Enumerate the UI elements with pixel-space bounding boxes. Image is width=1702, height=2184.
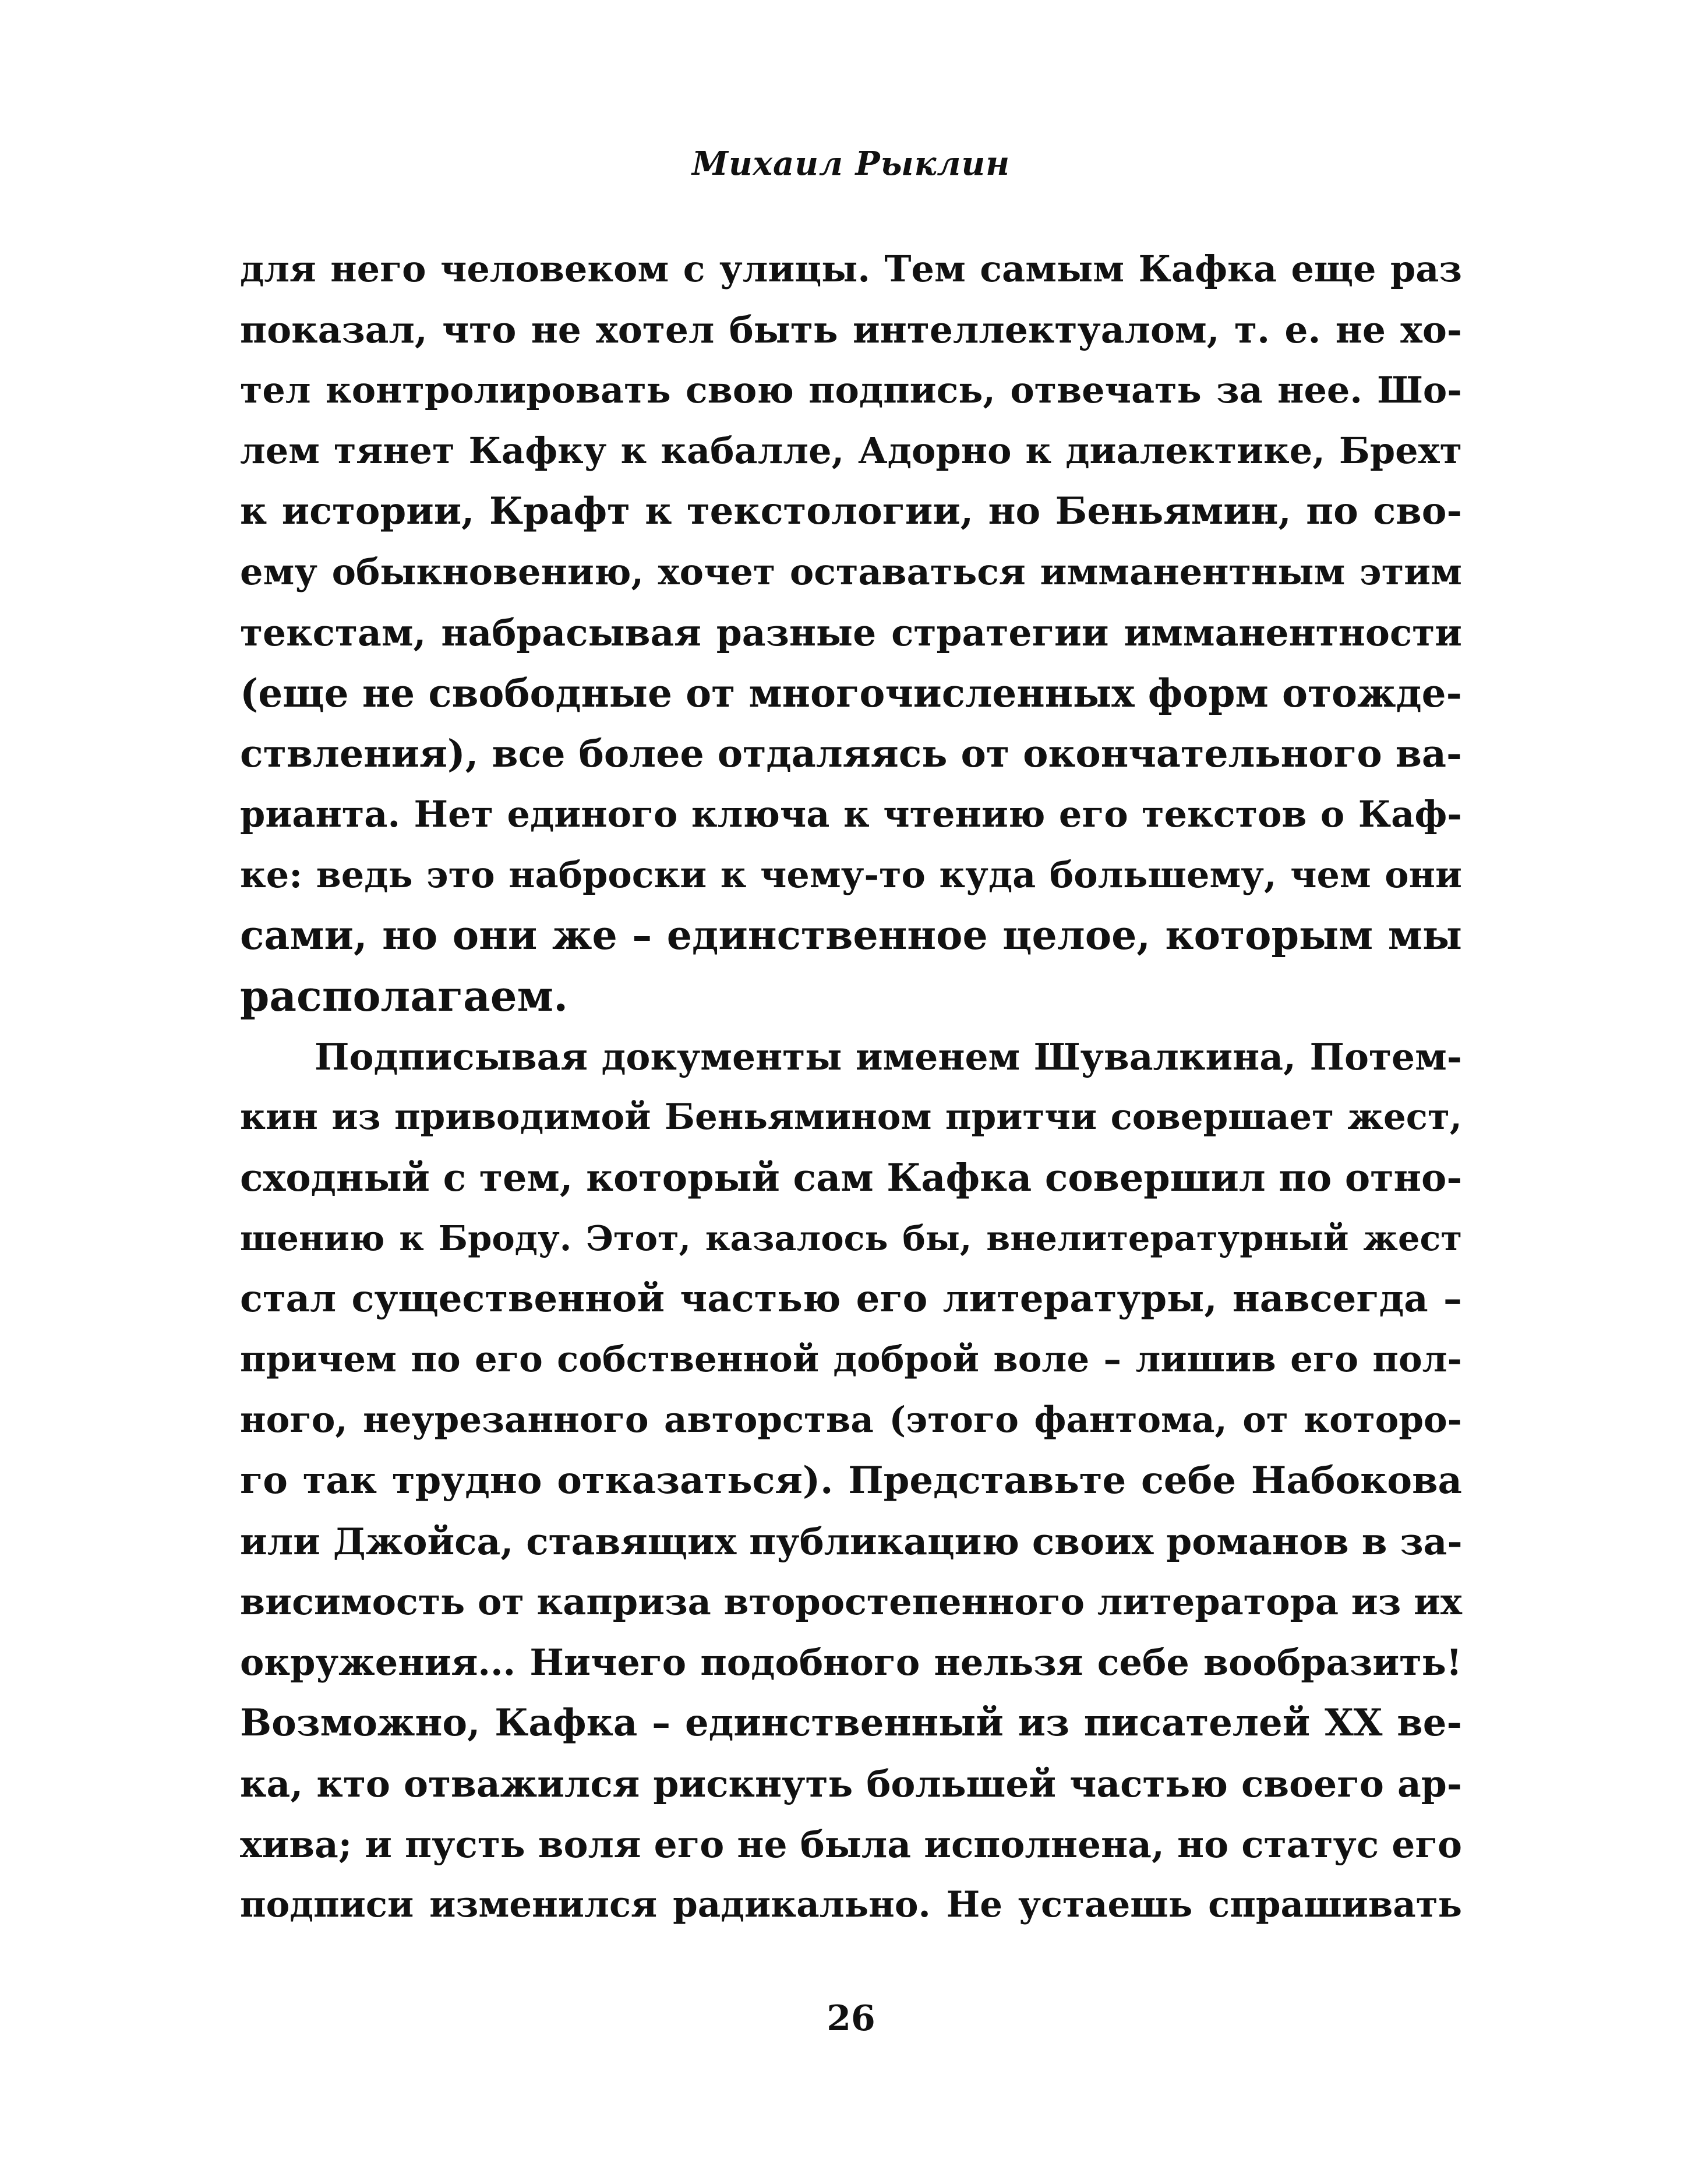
text-line: рианта. Нет единого ключа к чтению его текстов о Каф- [240, 793, 1462, 835]
text-line: сами, но они же – единственное целое, которым мы [240, 912, 1462, 959]
text-line: для него человеком с улицы. Тем самым Кафка еще раз [240, 248, 1462, 290]
body-text [240, 239, 1462, 1935]
text-line: Подписывая документы именем Шувалкина, Потем- [315, 1035, 1462, 1078]
text-line: окружения... Ничего подобного нельзя себе вообразить! [240, 1641, 1462, 1684]
text-line: висимость от каприза второстепенного литератора из их [240, 1580, 1462, 1623]
text-line: или Джойса, ставящих публикацию своих романов в за- [240, 1520, 1463, 1563]
text-line: хива; и пусть воля его не была исполнена, но статус его [240, 1823, 1462, 1866]
text-line: стал существенной частью его литературы, навсегда – [240, 1277, 1462, 1321]
text-line: ка, кто отважился рискнуть большей частью своего ар- [240, 1762, 1462, 1805]
text-line: (еще не свободные от многочисленных форм отожде- [240, 671, 1462, 716]
running-head: Михаил Рыклин [691, 144, 1011, 183]
text-line: ке: ведь это наброски к чему-то куда большему, чем они [240, 853, 1462, 896]
text-line: причем по его собственной доброй воле – лишив его пол- [240, 1339, 1462, 1380]
text-line: кин из приводимой Беньямином притчи совершает жест, [240, 1096, 1462, 1138]
paragraph-1 [240, 239, 1462, 1026]
text-line: лем тянет Кафку к кабалле, Адорно к диалектике, Брехт [240, 429, 1462, 472]
text-line: показал, что не хотел быть интеллектуалом, т. е. не хо- [240, 308, 1462, 351]
page-number: 26 [827, 1998, 875, 2039]
text-line: ствления), все более отдаляясь от окончательного ва- [240, 732, 1462, 776]
text-line: сходный с тем, который сам Кафка совершил по отно- [240, 1156, 1463, 1200]
text-line: располагаем. [240, 971, 568, 1021]
text-line: ного, неурезанного авторства (этого фантома, от которо- [240, 1399, 1462, 1441]
text-line: тел контролировать свою подпись, отвечать за нее. Шо- [240, 369, 1462, 411]
text-line: Возможно, Кафка – единственный из писателей XX ве- [240, 1701, 1462, 1745]
paragraph-2 [240, 1026, 1462, 1935]
text-line: к истории, Крафт к текстологии, но Беньямин, по сво- [240, 489, 1462, 533]
text-line: шению к Броду. Этот, казалось бы, внелитературный жест [240, 1218, 1462, 1258]
text-line: текстам, набрасывая разные стратегии имманентности [240, 611, 1462, 654]
text-line: подписи изменился радикально. Не устаешь спрашивать [240, 1884, 1462, 1925]
text-line: го так трудно отказаться). Представьте себе Набокова [240, 1459, 1462, 1502]
text-line: ему обыкновению, хочет оставаться имманентным этим [240, 551, 1462, 593]
